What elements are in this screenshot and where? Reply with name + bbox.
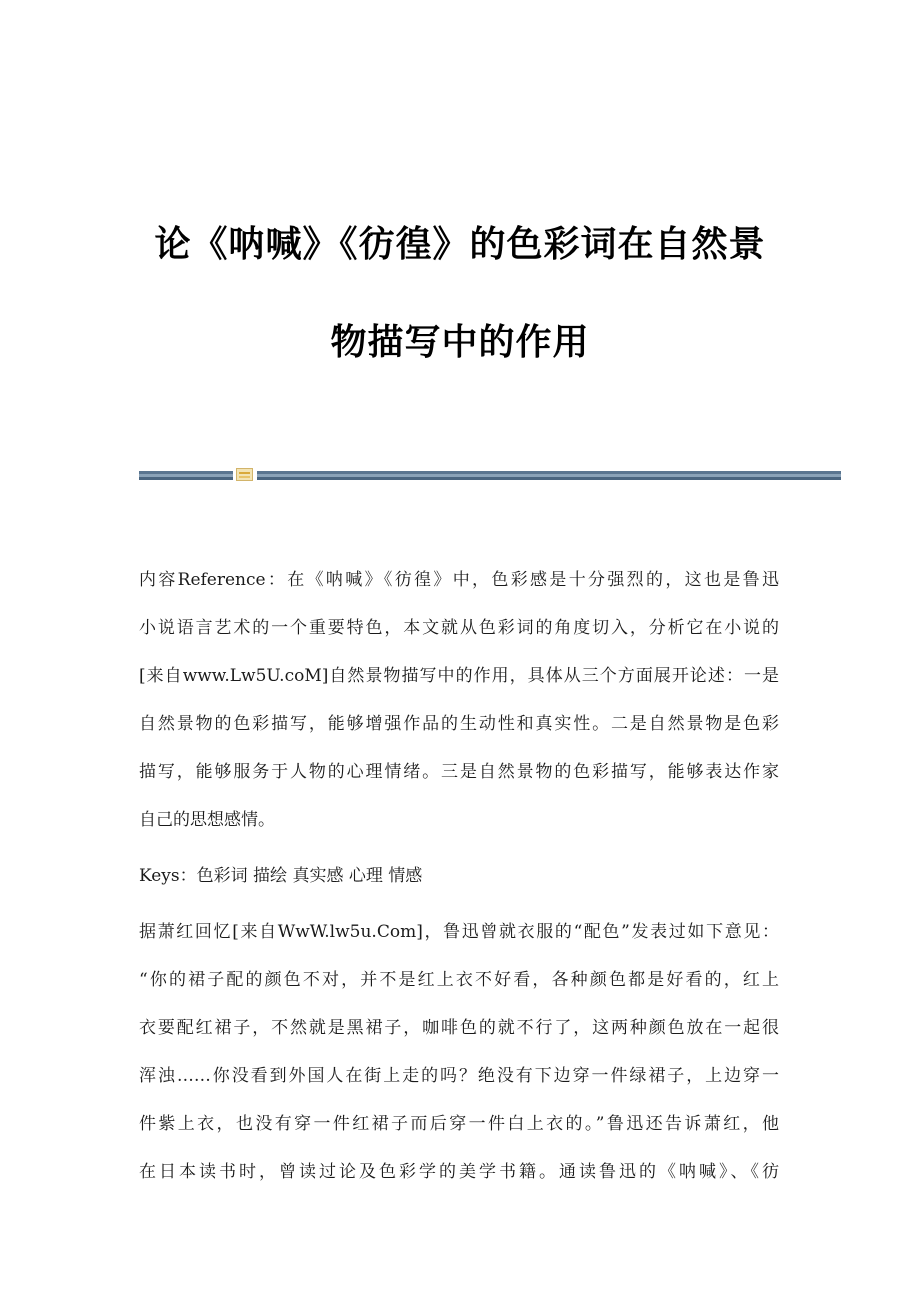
divider-right <box>257 471 841 480</box>
title-line-1: 论《呐喊》《彷徨》的色彩词在自然景 <box>154 223 766 265</box>
abstract-line: 内容Reference：在《呐喊》《彷徨》中，色彩感是十分强烈的，这也是鲁迅 <box>139 570 779 590</box>
body-line: 在日本读书时，曾读过论及色彩学的美学书籍。通读鲁迅的《呐喊》、《彷 <box>139 1162 779 1182</box>
body-line: 衣要配红裙子，不然就是黑裙子，咖啡色的就不行了，这两种颜色放在一起很 <box>139 1018 779 1038</box>
abstract-line: 自然景物的色彩描写，能够增强作品的生动性和真实性。二是自然景物是色彩 <box>139 714 779 734</box>
body-line: 件紫上衣，也没有穿一件红裙子而后穿一件白上衣的。”鲁迅还告诉萧红，他 <box>139 1114 779 1134</box>
title-line-2: 物描写中的作用 <box>330 321 590 363</box>
body-line: “你的裙子配的颜色不对，并不是红上衣不好看，各种颜色都是好看的，红上 <box>139 970 779 990</box>
abstract-line: 描写，能够服务于人物的心理情绪。三是自然景物的色彩描写，能够表达作家 <box>139 762 779 782</box>
abstract-line: 小说语言艺术的一个重要特色，本文就从色彩词的角度切入，分析它在小说的 <box>139 618 779 638</box>
abstract-line: 自己的思想感情。 <box>139 810 275 830</box>
keywords-line: Keys：色彩词 描绘 真实感 心理 情感 <box>139 866 423 886</box>
divider-left <box>139 471 233 480</box>
divider-ornament-icon <box>236 468 253 481</box>
body-line: 据萧红回忆[来自WwW.lw5u.Com]，鲁迅曾就衣服的“配色”发表过如下意见： <box>139 922 779 942</box>
body-line: 浑浊……你没看到外国人在街上走的吗？绝没有下边穿一件绿裙子，上边穿一 <box>139 1066 779 1086</box>
abstract-line: [来自www.Lw5U.coM]自然景物描写中的作用，具体从三个方面展开论述：一是 <box>139 666 779 686</box>
